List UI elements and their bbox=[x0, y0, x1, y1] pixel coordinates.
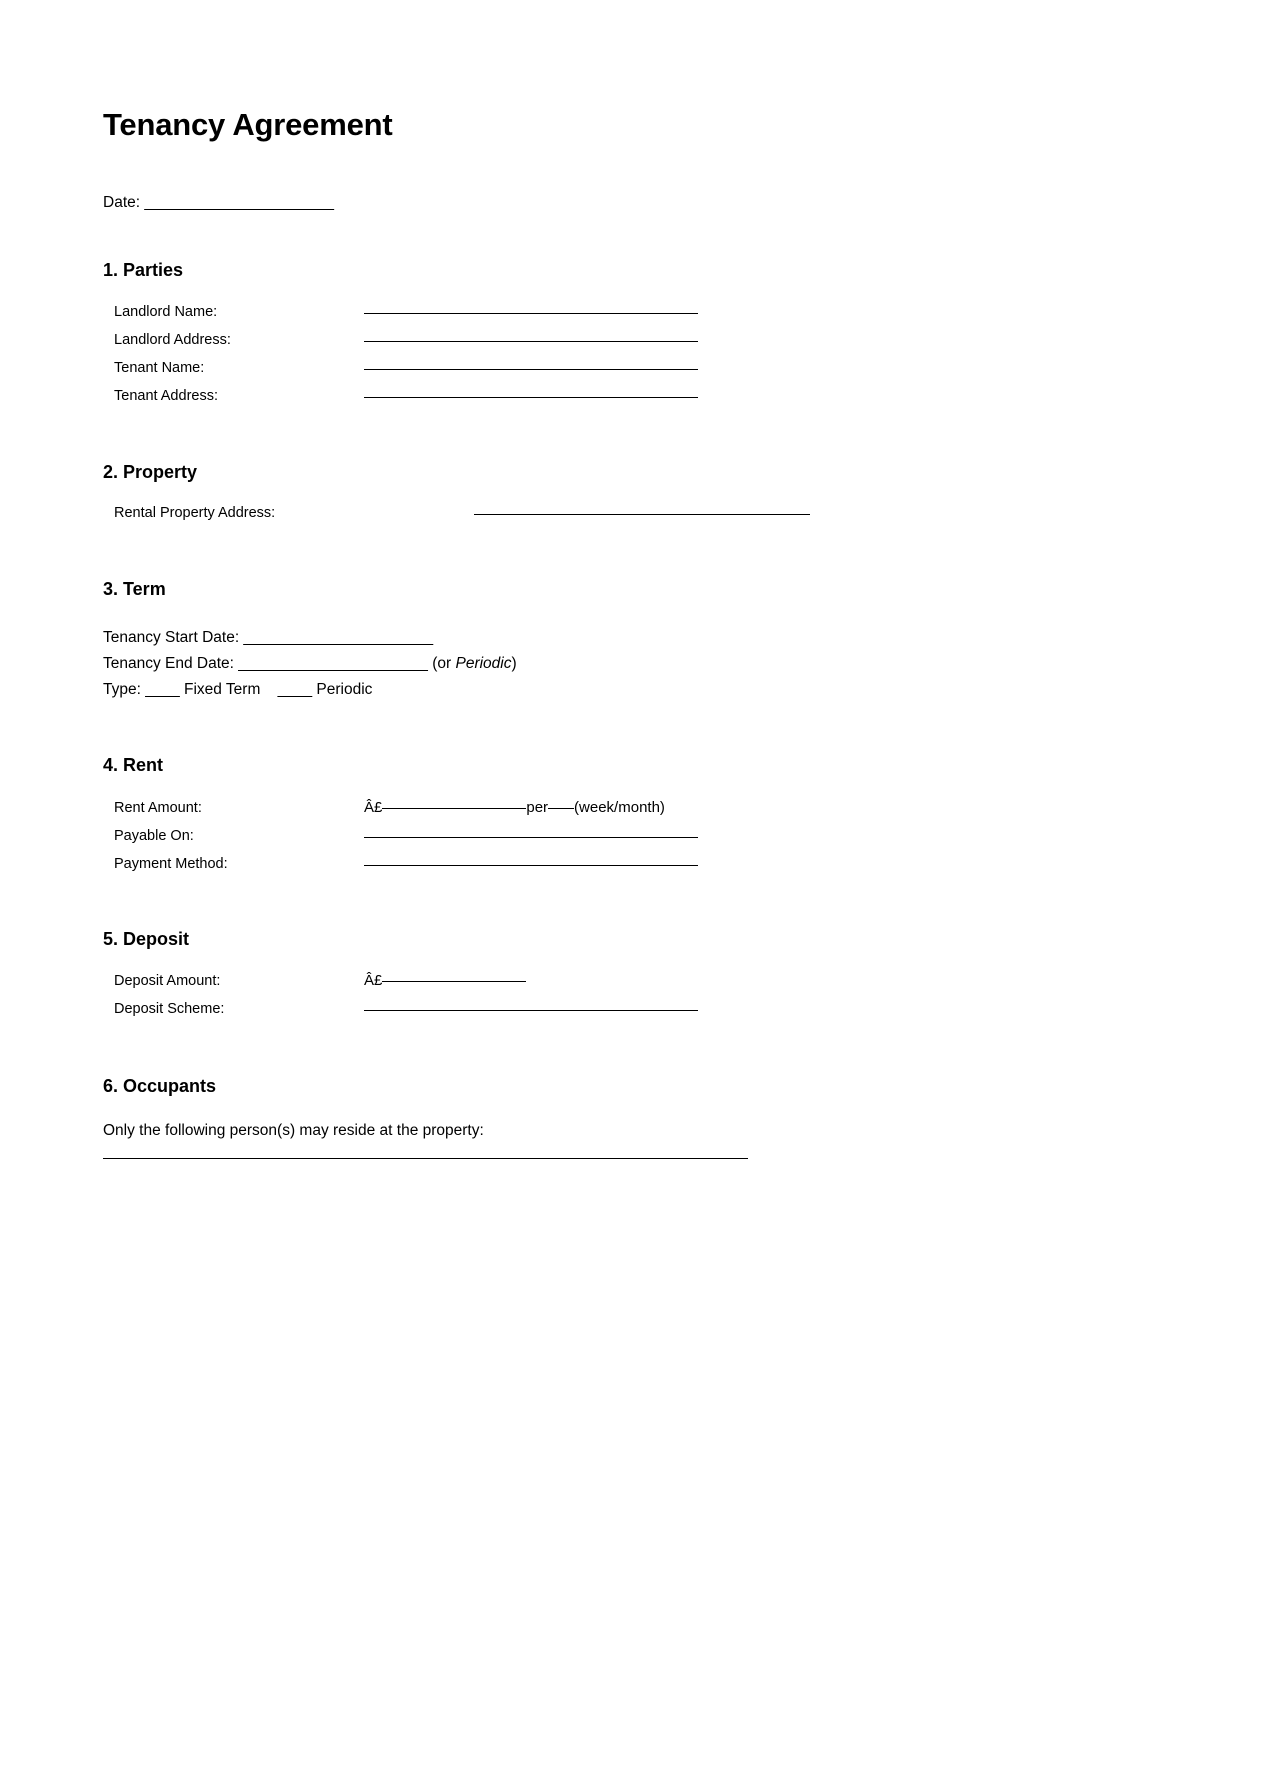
rent-field-list bbox=[103, 799, 843, 872]
field-blank-deposit-amount[interactable] bbox=[382, 981, 526, 982]
property-field-list bbox=[103, 505, 843, 521]
rent-per-label: per bbox=[526, 798, 549, 816]
field-label-rent-amount: Rent Amount: bbox=[114, 799, 202, 816]
deposit-field-list bbox=[103, 972, 843, 1017]
field-row-rental-property-address bbox=[103, 505, 843, 521]
field-label-payable-on: Payable On: bbox=[114, 827, 194, 844]
field-label-tenant-name: Tenant Name: bbox=[114, 359, 205, 376]
parties-field-list bbox=[103, 304, 843, 404]
currency-symbol-deposit: Â£ bbox=[364, 972, 383, 990]
field-blank-payment-method[interactable] bbox=[364, 865, 698, 866]
field-label-deposit-scheme: Deposit Scheme: bbox=[114, 1001, 225, 1018]
term-periodic-emphasis: Periodic bbox=[455, 654, 512, 672]
field-row-tenant-name bbox=[103, 360, 843, 376]
field-row-deposit-scheme bbox=[103, 1001, 843, 1017]
date-field-line: Date: ______________________ bbox=[103, 194, 335, 212]
field-blank-landlord-name[interactable] bbox=[364, 313, 698, 314]
field-row-deposit-amount bbox=[103, 972, 843, 989]
field-row-payable-on bbox=[103, 828, 843, 844]
section-heading-occupants: 6. Occupants bbox=[103, 1076, 217, 1097]
field-row-payment-method bbox=[103, 856, 843, 872]
term-end-date-suffix: ) bbox=[511, 654, 517, 672]
term-end-date-prefix: Tenancy End Date: ______________________ (or bbox=[103, 654, 456, 672]
field-label-landlord-name: Landlord Name: bbox=[114, 303, 218, 320]
field-blank-rental-property-address[interactable] bbox=[474, 514, 810, 515]
term-line-start-date: Tenancy Start Date: ______________________ bbox=[103, 628, 434, 646]
section-term bbox=[103, 579, 843, 703]
section-heading-parties: 1. Parties bbox=[103, 260, 184, 281]
field-label-deposit-amount: Deposit Amount: bbox=[114, 973, 221, 990]
section-heading-property: 2. Property bbox=[103, 461, 198, 482]
field-label-tenant-address: Tenant Address: bbox=[114, 387, 218, 404]
field-blank-rent-amount[interactable] bbox=[382, 808, 526, 809]
field-row-landlord-name bbox=[103, 304, 843, 320]
field-row-landlord-address bbox=[103, 332, 843, 348]
field-label-rental-property-address: Rental Property Address: bbox=[114, 505, 276, 522]
section-heading-term: 3. Term bbox=[103, 579, 166, 600]
section-heading-rent: 4. Rent bbox=[103, 754, 164, 775]
section-occupants bbox=[103, 1076, 843, 1159]
currency-symbol-rent: Â£ bbox=[364, 798, 383, 816]
term-line-type[interactable]: Type: ____ Fixed Term ____ Periodic bbox=[103, 680, 373, 698]
term-line-end-date bbox=[103, 651, 843, 677]
section-deposit bbox=[103, 929, 843, 1018]
page-title: Tenancy Agreement bbox=[103, 107, 393, 142]
section-rent bbox=[103, 755, 843, 872]
field-blank-rent-frequency[interactable] bbox=[548, 808, 574, 809]
occupants-instruction-text: Only the following person(s) may reside at the property: bbox=[103, 1121, 484, 1139]
rent-frequency-note: (week/month) bbox=[574, 798, 665, 816]
term-line-list bbox=[103, 625, 843, 703]
field-row-tenant-address bbox=[103, 388, 843, 404]
field-blank-tenant-name[interactable] bbox=[364, 369, 698, 370]
field-blank-deposit-scheme[interactable] bbox=[364, 1010, 698, 1011]
section-heading-deposit: 5. Deposit bbox=[103, 928, 190, 949]
field-label-payment-method: Payment Method: bbox=[114, 855, 228, 872]
field-row-rent-amount bbox=[103, 799, 843, 816]
field-blank-payable-on[interactable] bbox=[364, 837, 698, 838]
section-parties bbox=[103, 260, 843, 404]
field-blank-tenant-address[interactable] bbox=[364, 397, 698, 398]
field-blank-landlord-address[interactable] bbox=[364, 341, 698, 342]
section-property bbox=[103, 462, 843, 522]
field-blank-occupants[interactable] bbox=[103, 1158, 748, 1159]
document-body bbox=[103, 108, 843, 1159]
field-label-landlord-address: Landlord Address: bbox=[114, 331, 231, 348]
